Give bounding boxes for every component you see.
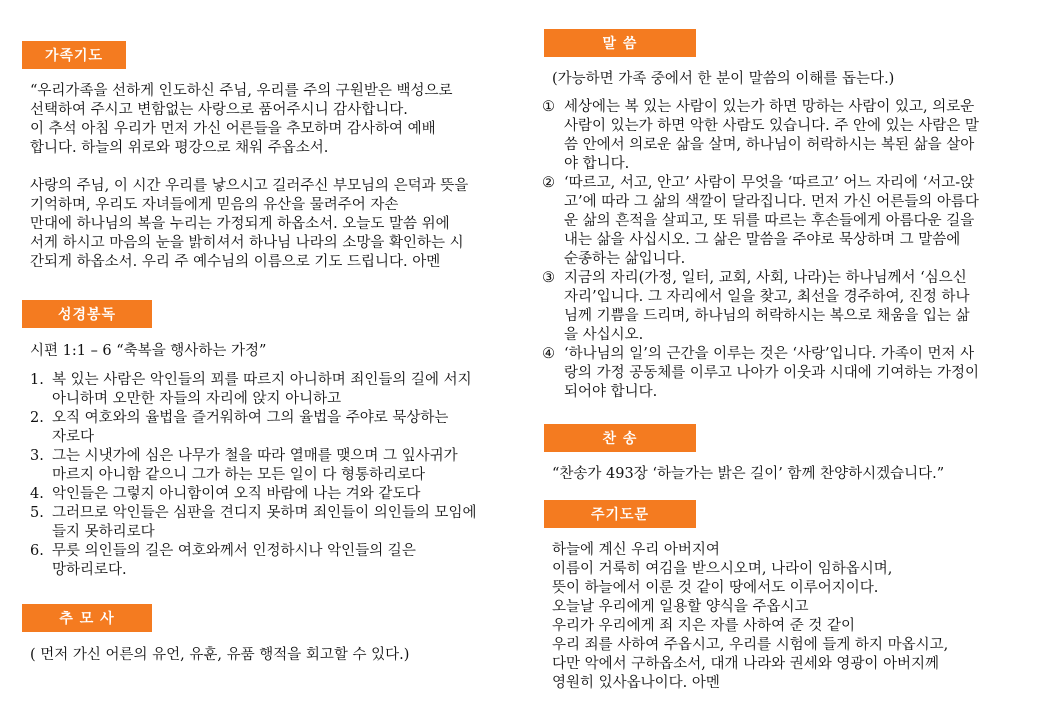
verse-number: 3.	[30, 448, 44, 464]
family-prayer-line: 이 추석 아침 우리가 먼저 가신 어른들을 추모하며 감사하여 예배	[30, 121, 436, 137]
verse-item	[30, 485, 512, 504]
sermon-line: 님께 기쁨을 드리며, 하나님의 허락하시는 복으로 채움을 입는 삶	[564, 308, 970, 324]
verse-line: 망하리로다.	[52, 562, 127, 578]
sermon-line: 내는 삶을 사십시오. 그 삶은 말씀을 주야로 묵상하며 그 말씀에	[564, 232, 961, 248]
sermon-point	[542, 269, 1020, 345]
verse-line: 악인들은 그렇지 아니함이여 오직 바람에 나는 겨와 같도다	[52, 486, 421, 502]
family-prayer-line: 만대에 하나님의 복을 누리는 가정되게 하옵소서. 오늘도 말씀 위에	[30, 216, 450, 232]
family-prayer-text	[30, 82, 512, 272]
sermon-point	[542, 98, 1020, 174]
hymn-line: “찬송가 493장 ‘하늘가는 밝은 길이’ 함께 찬양하시겠습니다.”	[552, 466, 945, 482]
sermon-header-label: 말 씀	[602, 36, 638, 52]
scripture-text	[30, 342, 512, 580]
lords-prayer-text	[552, 541, 1020, 693]
verse-item	[30, 371, 512, 409]
lords-prayer-header	[544, 500, 696, 528]
sermon-point-number: ③	[542, 270, 555, 286]
sermon-point	[542, 174, 1020, 269]
verse-number: 6.	[30, 543, 44, 559]
scripture-header	[22, 300, 152, 328]
sermon-line: 사람이 있는가 하면 악한 사람도 있습니다. 주 안에 있는 사람은 말	[564, 118, 979, 134]
sermon-line: 되어야 합니다.	[564, 384, 658, 400]
sermon-intro: (가능하면 가족 중에서 한 분이 말씀의 이해를 돕는다.)	[552, 71, 895, 87]
lords-prayer-line: 뜻이 하늘에서 이룬 것 같이 땅에서도 이루어지이다.	[552, 580, 879, 596]
lords-prayer-line: 오늘날 우리에게 일용할 양식을 주옵시고	[552, 599, 809, 615]
sermon-line: 세상에는 복 있는 사람이 있는가 하면 망하는 사람이 있고, 의로운	[564, 99, 975, 115]
sermon-line: 순종하는 삶입니다.	[564, 251, 686, 267]
verse-line: 들지 못하리로다	[52, 524, 155, 540]
family-prayer-line: “우리가족을 선하게 인도하신 주님, 우리를 주의 구원받은 백성으로	[30, 83, 453, 99]
verse-line: 자로다	[52, 429, 95, 445]
family-prayer-line: 기억하며, 우리도 자녀들에게 믿음의 유산을 물려주어 자손	[30, 197, 399, 213]
sermon-header	[544, 29, 696, 57]
memorial-text	[30, 646, 512, 665]
verse-line: 마르지 아니함 같으니 그가 하는 모든 일이 다 형통하리로다	[52, 467, 426, 483]
family-prayer-line: 합니다. 하늘의 위로와 평강으로 채워 주옵소서.	[30, 140, 329, 156]
sermon-line: 씀 안에서 의로운 삶을 살며, 하나님이 허락하시는 복된 삶을 살아	[564, 137, 975, 153]
verse-number: 5.	[30, 505, 44, 521]
verse-item	[30, 542, 512, 580]
sermon-point-number: ④	[542, 346, 555, 362]
sermon-line: 고’에 따라 그 삶의 색깔이 달라집니다. 먼저 가신 어른들의 아름다	[564, 194, 979, 210]
scripture-reference: 시편 1:1 – 6 “축복을 행사하는 가정”	[30, 343, 267, 359]
lords-prayer-line: 다만 악에서 구하옵소서, 대개 나라와 권세와 영광이 아버지께	[552, 656, 940, 672]
family-prayer-line: 선택하여 주시고 변함없는 사랑으로 품어주시니 감사합니다.	[30, 102, 408, 118]
memorial-header-label: 추 모 사	[59, 611, 115, 627]
sermon-line: 을 사십시오.	[564, 327, 644, 343]
verse-item	[30, 447, 512, 485]
verse-line: 그는 시냇가에 심은 나무가 철을 따라 열매를 맺으며 그 잎사귀가	[52, 448, 458, 464]
verse-number: 2.	[30, 410, 44, 426]
family-prayer-line: 서게 하시고 마음의 눈을 밝히셔서 하나님 나라의 소망을 확인하는 시	[30, 235, 464, 251]
scripture-header-label: 성경봉독	[57, 307, 117, 323]
family-prayer-line: 사랑의 주님, 이 시간 우리를 낳으시고 길러주신 부모님의 은덕과 뜻을	[30, 178, 469, 194]
sermon-line: 야 합니다.	[564, 156, 630, 172]
verse-line: 그러므로 악인들은 심판을 견디지 못하며 죄인들이 의인들의 모임에	[52, 505, 477, 521]
family-prayer-header-label: 가족기도	[44, 48, 104, 64]
sermon-line: ‘따르고, 서고, 안고’ 사람이 무엇을 ‘따르고’ 어느 자리에 ‘서고-앉	[564, 175, 975, 191]
family-prayer-header	[22, 41, 126, 69]
verse-line: 복 있는 사람은 악인들의 꾀를 따르지 아니하며 죄인들의 길에 서지	[52, 372, 472, 388]
sermon-line: 랑의 가정 공동체를 이루고 나아가 이웃과 시대에 기여하는 가정이	[564, 365, 980, 381]
verse-line: 아니하며 오만한 자들의 자리에 앉지 아니하고	[52, 391, 342, 407]
sermon-line: ‘하나님의 일’의 근간을 이루는 것은 ‘사랑’입니다. 가족이 먼저 사	[564, 346, 975, 362]
sermon-line: 지금의 자리(가정, 일터, 교회, 사회, 나라)는 하나님께서 ‘심으신	[564, 270, 967, 286]
sermon-text	[542, 70, 1020, 402]
lords-prayer-line: 이름이 거룩히 여김을 받으시오며, 나라이 임하옵시며,	[552, 561, 893, 577]
hymn-header-label: 찬 송	[602, 431, 638, 447]
verse-number: 4.	[30, 486, 44, 502]
lords-prayer-line: 영원히 있사옵나이다. 아멘	[552, 675, 720, 691]
lords-prayer-line: 우리 죄를 사하여 주옵시고, 우리를 시험에 들게 하지 마옵시고,	[552, 637, 949, 653]
lords-prayer-line: 우리가 우리에게 죄 지은 자를 사하여 준 것 같이	[552, 618, 856, 634]
hymn-text	[552, 465, 1020, 484]
family-prayer-line: 간되게 하옵소서. 우리 주 예수님의 이름으로 기도 드립니다. 아멘	[30, 254, 441, 270]
hymn-header	[544, 424, 696, 452]
lords-prayer-header-label: 주기도문	[590, 507, 650, 523]
memorial-header	[22, 604, 152, 632]
sermon-line: 운 삶의 흔적을 살피고, 또 뒤를 따르는 후손들에게 아름다운 길을	[564, 213, 975, 229]
sermon-point	[542, 345, 1020, 402]
sermon-point-number: ①	[542, 99, 555, 115]
verse-number: 1.	[30, 372, 44, 388]
verse-item	[30, 504, 512, 542]
lords-prayer-line: 하늘에 계신 우리 아버지여	[552, 542, 720, 558]
sermon-line: 자리’입니다. 그 자리에서 일을 찾고, 최선을 경주하여, 진정 하나	[564, 289, 970, 305]
verse-line: 오직 여호와의 율법을 즐거워하여 그의 율법을 주야로 묵상하는	[52, 410, 449, 426]
memorial-line: ( 먼저 가신 어른의 유언, 유훈, 유품 행적을 회고할 수 있다.)	[30, 647, 410, 663]
verse-line: 무릇 의인들의 길은 여호와께서 인정하시나 악인들의 길은	[52, 543, 416, 559]
verse-item	[30, 409, 512, 447]
sermon-point-number: ②	[542, 175, 555, 191]
